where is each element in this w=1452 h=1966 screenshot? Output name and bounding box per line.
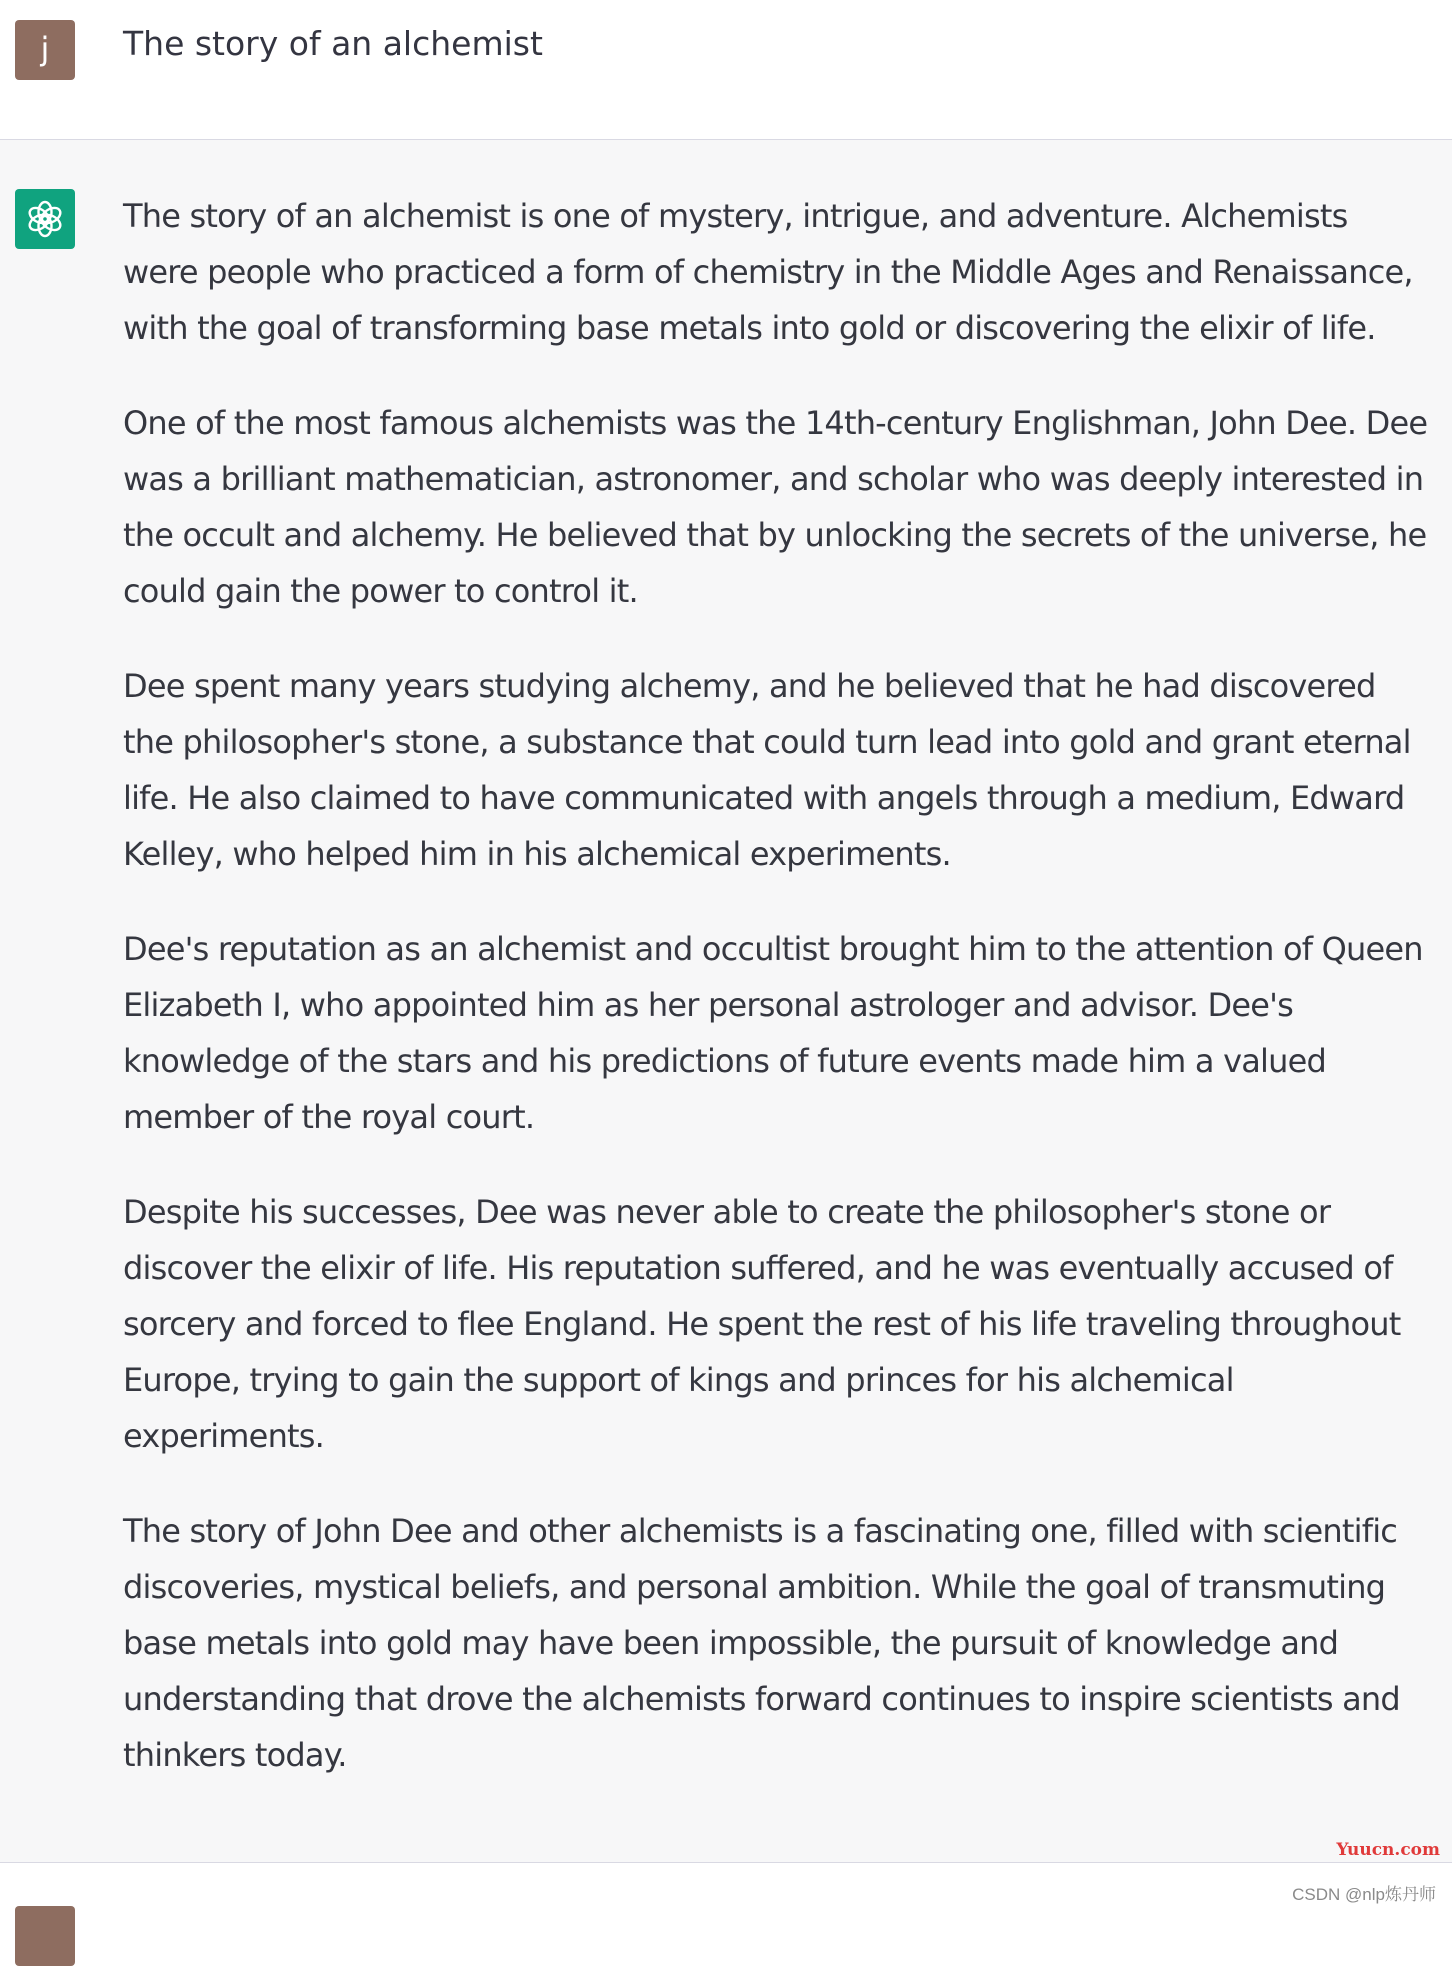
- response-paragraph: Dee's reputation as an alchemist and occultist brought him to the attention of Queen Elizabeth I, who appointed him as her personal astrologer and advisor. Dee's knowledge of the stars and his predictions of future events made him a valued member of the royal court.: [123, 930, 1423, 1136]
- response-paragraph: The story of an alchemist is one of mystery, intrigue, and adventure. Alchemists were people who practiced a form of chemistry in the Middle Ages and Renaissance, with the goal of transforming base metals into gold or discovering the elixir of life.: [123, 197, 1413, 347]
- user-prompt-text: The story of an alchemist: [123, 24, 543, 63]
- next-user-avatar: [15, 1906, 75, 1966]
- response-paragraph: Dee spent many years studying alchemy, and he believed that he had discovered the philosopher's stone, a substance that could turn lead into gold and grant eternal life. He also claimed to have communicated with angels through a medium, Edward Kelley, who helped him in his alchemical experiments.: [123, 667, 1411, 873]
- response-paragraph: The story of John Dee and other alchemists is a fascinating one, filled with scientific discoveries, mystical beliefs, and personal ambition. While the goal of transmuting base metals into gold may have been impossible, the pursuit of knowledge and understanding that drove the alchemists forward continues to inspire scientists and thinkers today.: [123, 1512, 1400, 1774]
- assistant-message-row: [0, 140, 1452, 1863]
- openai-logo-icon: [23, 197, 67, 241]
- response-paragraph: One of the most famous alchemists was the 14th-century Englishman, John Dee. Dee was a brilliant mathematician, astronomer, and scholar who was deeply interested in the occult and alchemy. He believed that by unlocking the secrets of the universe, he could gain the power to control it.: [123, 404, 1428, 610]
- next-user-message-row: [0, 1864, 1452, 1914]
- assistant-avatar: [15, 189, 75, 249]
- user-avatar: j: [15, 20, 75, 80]
- response-paragraph: Despite his successes, Dee was never able to create the philosopher's stone or discover the elixir of life. His reputation suffered, and he was eventually accused of sorcery and forced to flee England. He spent the rest of his life traveling throughout Europe, trying to gain the support of kings and princes for his alchemical experiments.: [123, 1193, 1401, 1455]
- assistant-response: [123, 188, 1428, 1822]
- author-watermark: CSDN @nlp炼丹师: [1292, 1885, 1436, 1904]
- site-watermark: Yuucn.com: [1336, 1840, 1440, 1860]
- user-message-row: [0, 0, 1452, 140]
